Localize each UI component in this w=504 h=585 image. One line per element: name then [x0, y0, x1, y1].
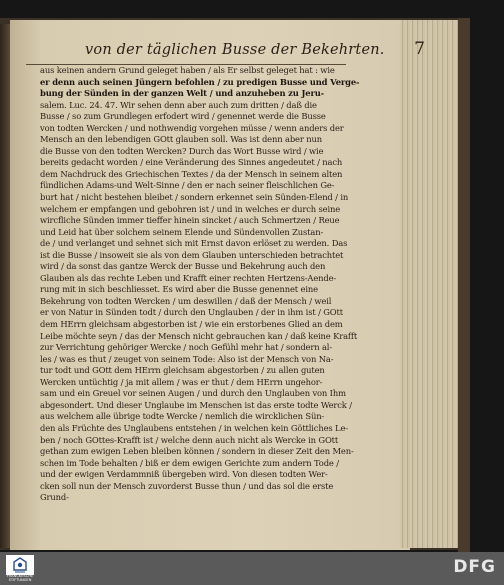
text-line: zur Verrichtung gehöriger Wercke / noch Gefühl mehr hat / sondern al- — [40, 342, 332, 353]
text-line: tur todt und GOtt dem HErrn gleichsam abgestorben / zu allen guten — [40, 365, 325, 376]
text-line: Bekehrung von todten Wercken / um deswillen / daß der Mensch / weil — [40, 295, 332, 306]
text-line: de / und verlanget und sehnet sich mit Ernst davon erlöset zu werden. Das — [40, 238, 348, 249]
text-line: dem Nachdruck des Griechischen Textes / da der Mensch in seinem alten — [40, 168, 343, 179]
text-line: sam und ein Greuel vor seinen Augen / und durch den Unglauben von Ihm — [40, 388, 346, 399]
text-line: fündlichen Adams-und Welt-Sinne / den er nach seiner fleischlichen Ge- — [40, 180, 335, 191]
cover-edge — [458, 18, 470, 552]
text-line: les / was es thut / zeuget von seinem Tode: Also ist der Mensch von Na- — [40, 353, 334, 364]
page-gutter-shadow — [0, 24, 10, 548]
text-line: wird / da sonst das gantze Werck der Busse und Bekehrung auch den — [40, 261, 326, 272]
text-line: Busse / so zum Grundlegen erfodert wird / genennet werde die Busse — [40, 111, 326, 122]
text-line: Glauben als das rechte Leben und Krafft einer rechten Hertzens-Aende- — [40, 272, 337, 283]
text-line: ben / noch GOttes-Krafft ist / welche denn auch nicht als Wercke in GOtt — [40, 434, 339, 445]
text-line: wircfliche Sünden immer tieffer hinein sincket / auch Schmertzen / Reue — [40, 215, 340, 226]
text-line: welchem er empfangen und gebohren ist / und in welches er durch seine — [40, 203, 341, 214]
page-number: 7 — [414, 39, 425, 59]
text-line: bung der Sünden in der ganzen Welt / und anzuheben zu Jeru- — [40, 88, 324, 99]
page-block-edges — [400, 20, 458, 548]
text-line: abgesondert. Und dieser Unglaube im Menschen ist das erste todte Werck / — [40, 399, 352, 410]
running-title: von der täglichen Busse der Bekehrten. — [85, 42, 385, 58]
text-line: ist die Busse / insoweit sie als von dem Glauben unterschieden betrachtet — [40, 249, 344, 260]
text-line: bereits gedacht worden / eine Veränderung des Sinnes angedeutet / nach — [40, 157, 343, 168]
text-line: er denn auch seinen Jüngern befohlen / zu predigen Busse und Verge- — [40, 76, 360, 87]
text-line: von todten Wercken / und nothwendig vorgehen müsse / wenn anders der — [40, 122, 344, 133]
text-line: dem HErrn gleichsam abgestorben ist / wie ein erstorbenes Glied an dem — [40, 319, 343, 330]
text-line: und Leid hat über solchem seinem Elende und Sündenvollen Zustan- — [40, 226, 324, 237]
library-logo-text: FRANCKESCHE STIFTUNGEN — [6, 574, 34, 582]
text-line: Mensch an den lebendigen GOtt glauben soll. Was ist denn aber nun — [40, 134, 322, 145]
text-line: gethan zum ewigen Leben bleiben können / sondern in dieser Zeit den Men- — [40, 446, 354, 457]
text-line: er von Natur in Sünden todt / durch den Unglauben / der in ihm ist / GOtt — [40, 307, 343, 318]
library-logo — [6, 555, 34, 583]
text-line: und der ewigen Verdammniß übergeben wird. Von diesen todten Wer- — [40, 469, 328, 480]
body-text — [40, 65, 362, 504]
footer-bar — [0, 552, 504, 585]
library-emblem-icon — [6, 555, 34, 575]
text-line: schen im Tode behalten / biß er dem ewigen Gerichte zum andern Tode / — [40, 457, 339, 468]
text-line: cken soll nun der Mensch zuvorderst Busse thun / und das sol die erste — [40, 480, 334, 491]
running-head — [85, 39, 425, 66]
text-line: salem. Luc. 24. 47. Wir sehen denn aber auch zum dritten / daß die — [40, 99, 317, 110]
text-line: aus welchem alle übrige todte Wercke / nemlich die wircklichen Sün- — [40, 411, 325, 422]
text-line: aus keinen andern Grund geleget haben / als Er selbst geleget hat : wie — [40, 65, 335, 75]
text-line: Leibe möchte seyn / das der Mensch nicht gebrauchen kan / daß keine Krafft — [40, 330, 358, 341]
text-line: burt hat / nicht bestehen bleibet / sondern erkennet sein Sünden-Elend / in — [40, 192, 349, 203]
text-line: die Busse von den todten Wercken? Durch das Wort Busse wird / wie — [40, 145, 324, 156]
dfg-logo: DFG — [453, 557, 496, 577]
text-line: rung mit in sich beschliesset. Es wird aber die Busse genennet eine — [40, 284, 318, 295]
text-line: Grund- — [40, 492, 69, 503]
text-line: den als Früchte des Unglaubens entstehen / in welchen kein Göttliches Le- — [40, 422, 348, 433]
text-line: Wercken untüchtig / ja mit allem / was er thut / dem HErrn ungehor- — [40, 376, 323, 387]
